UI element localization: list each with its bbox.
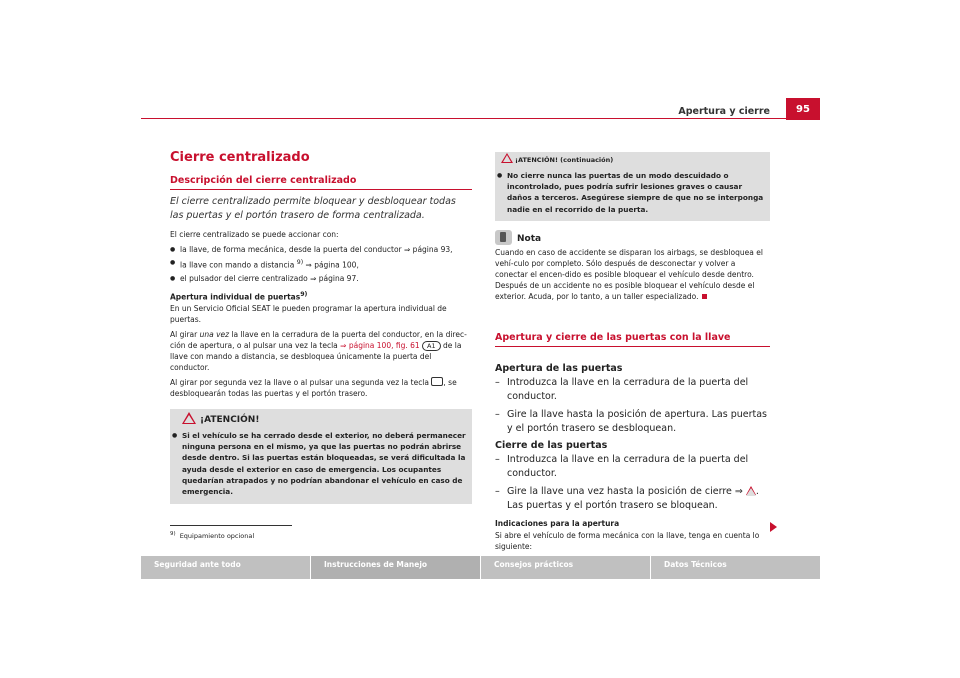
footer-tab-practical-tips[interactable]: Consejos prácticos bbox=[481, 556, 650, 579]
text-run: . Las puertas y el portón trasero se bloquean. bbox=[507, 485, 759, 511]
bullet-text: ⇒ página 100, bbox=[303, 260, 359, 270]
warning-title: ¡ATENCIÓN! bbox=[200, 415, 260, 425]
footnote-ref: 9) bbox=[300, 290, 308, 298]
warning-title: ¡ATENCIÓN! (continuación) bbox=[515, 156, 614, 164]
subsection-title: Apertura y cierre de las puertas con la llave bbox=[495, 332, 770, 347]
bullet-text: la llave con mando a distancia bbox=[180, 260, 297, 270]
warning-triangle-icon bbox=[501, 153, 513, 163]
bullet-item bbox=[170, 257, 472, 271]
footer-tab-safety[interactable]: Seguridad ante todo bbox=[141, 556, 310, 579]
key-unlock-icon bbox=[431, 377, 443, 386]
continue-arrow-icon bbox=[770, 522, 777, 532]
bullet-text: el pulsador del cierre centralizado ⇒ página 97. bbox=[180, 273, 359, 283]
note-text bbox=[495, 247, 770, 302]
step-item: – Introduzca la llave en la cerradura de la puerta del conductor. bbox=[495, 376, 770, 404]
running-header: Apertura y cierre bbox=[678, 106, 770, 117]
end-of-section-mark bbox=[702, 294, 707, 299]
header-rule bbox=[141, 118, 820, 119]
paragraph bbox=[170, 329, 472, 373]
warning-box bbox=[170, 409, 472, 504]
text-run: Al girar bbox=[170, 330, 200, 339]
left-column bbox=[170, 148, 472, 504]
label-text: Apertura individual de puertas bbox=[170, 292, 301, 301]
footnote bbox=[170, 531, 254, 540]
warning-text: ● No cierre nunca las puertas de un modo descuidado o incontrolado, pues podría sufrir lesiones graves o causar daños a terceros. Asegúrese siempre de que no se interponga nadie en el recorrido de la puerta. bbox=[497, 170, 766, 215]
page-number: 95 bbox=[786, 98, 820, 120]
footer-tab-technical-data[interactable]: Datos Técnicos bbox=[651, 556, 820, 579]
bullet-text: la llave, de forma mecánica, desde la puerta del conductor ⇒ página 93, bbox=[180, 245, 453, 254]
bullet-item bbox=[170, 273, 472, 284]
paragraph bbox=[170, 377, 472, 399]
warning-header bbox=[172, 415, 468, 426]
note-header bbox=[495, 230, 770, 245]
text-run: Cuando en caso de accidente se disparan los airbags, se desbloquea el vehí-culo por completo. Sólo después de desconectar y volver a conectar el encen-dido es posible bloquear el vehículo desde dentro. Después de un accidente no es posible bloquear el vehículo desde el exterior. Acuda, por lo tanto, a un taller especializado. bbox=[495, 247, 763, 301]
footnote-number: 9) bbox=[170, 531, 176, 537]
footer-tab-operating-instructions[interactable]: Instrucciones de Manejo bbox=[311, 556, 480, 579]
intro-text: El cierre centralizado se puede accionar con: bbox=[170, 230, 339, 239]
right-column bbox=[495, 152, 770, 556]
paragraph: En un Servicio Oficial SEAT le pueden programar la apertura individual de puertas. bbox=[170, 304, 447, 324]
text-run: Al girar por segunda vez la llave o al pulsar una segunda vez la tecla bbox=[170, 378, 432, 387]
footnote-ref: 9) bbox=[296, 259, 304, 266]
warning-triangle-icon bbox=[182, 412, 196, 424]
text-run: Gire la llave una vez hasta la posición de cierre ⇒ bbox=[507, 485, 746, 497]
text-run: , se desbloquearán todas las puertas y el portón trasero. bbox=[170, 378, 457, 398]
note-icon bbox=[495, 230, 512, 245]
cross-reference-link[interactable]: ⇒ página 100, fig. 61 bbox=[340, 341, 420, 350]
step-item: – Gire la llave hasta la posición de apertura. Las puertas y el portón trasero se desbloquean. bbox=[495, 408, 770, 436]
step-group-title: Apertura de las puertas bbox=[495, 362, 623, 374]
step-item bbox=[495, 485, 770, 513]
warning-triangle-icon bbox=[746, 486, 756, 495]
warning-text: ● Si el vehículo se ha cerrado desde el exterior, no deberá permanecer ninguna persona en el mismo, ya que las puertas no podrán abrirse desde dentro. Si las puertas están bloqueadas, se verá dificultada la ayuda desde el exterior en caso de emergencia. Los ocupantes quedarían atrapados y no podrían abandonar el vehículo en caso de emergencia. bbox=[172, 430, 468, 497]
footnote-rule bbox=[170, 525, 292, 526]
text-run: la llave en la cerradura de la puerta del conductor, en la direc-ción de apertura, o al pulsar una vez la tecla bbox=[170, 330, 467, 350]
footer-nav bbox=[141, 556, 820, 579]
step-group-title: Cierre de las puertas bbox=[495, 439, 608, 451]
bullet-item bbox=[170, 244, 472, 255]
paragraph-label bbox=[170, 289, 472, 303]
key-label: A1 bbox=[422, 341, 441, 351]
warning-header bbox=[497, 155, 766, 166]
footnote-text: Equipamiento opcional bbox=[179, 532, 255, 541]
paragraph: Si abre el vehículo de forma mecánica con la llave, tenga en cuenta lo siguiente: bbox=[495, 530, 760, 551]
warning-continuation-box bbox=[495, 152, 770, 221]
step-item: – Introduzca la llave en la cerradura de la puerta del conductor. bbox=[495, 453, 770, 481]
lead-paragraph: El cierre centralizado permite bloquear y desbloquear todas las puertas y el portón trasero de forma centralizada. bbox=[170, 196, 456, 221]
note-title: Nota bbox=[517, 233, 542, 244]
text-run: de la llave con mando a distancia, se desbloquea únicamente la puerta del conductor. bbox=[170, 341, 462, 372]
paragraph-label: Indicaciones para la apertura bbox=[495, 518, 620, 528]
subsection-title: Descripción del cierre centralizado bbox=[170, 175, 472, 190]
section-title: Cierre centralizado bbox=[170, 150, 310, 165]
italic-text: una vez bbox=[199, 330, 230, 339]
